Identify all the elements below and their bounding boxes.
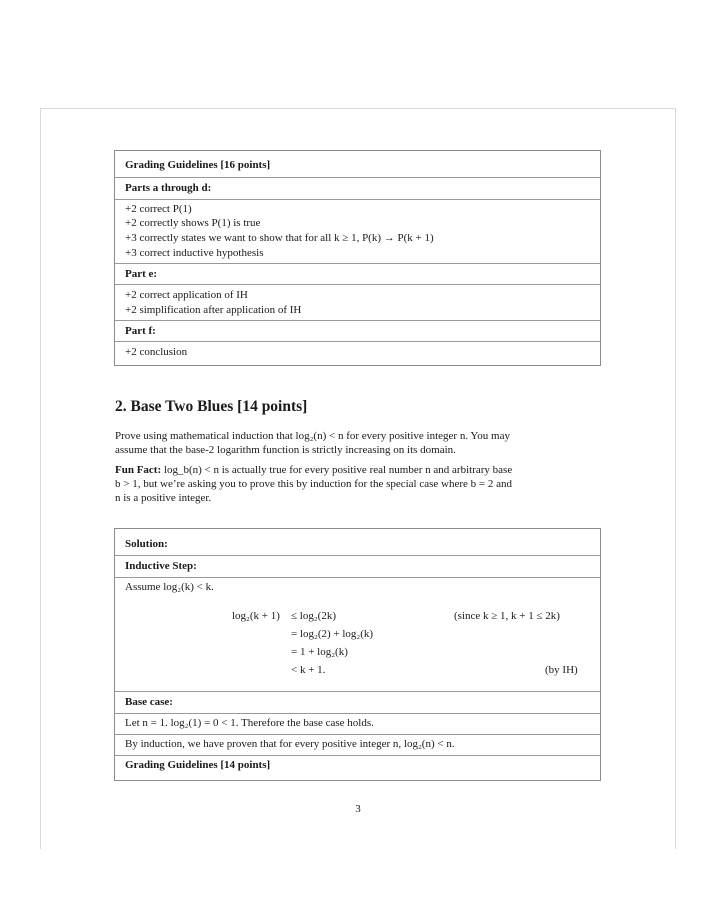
divider xyxy=(115,320,600,321)
equation-note: (since k ≥ 1, k + 1 ≤ 2k) xyxy=(454,610,560,622)
divider xyxy=(115,691,600,692)
grading-title: Grading Guidelines [16 points] xyxy=(125,159,271,171)
part-e-label: Part e: xyxy=(125,268,158,280)
equation-rhs: = log₂(2) + log₂(k) xyxy=(291,628,374,640)
section-title: 2. Base Two Blues [14 points] xyxy=(115,398,308,415)
equation-rhs: ≤ log₂(2k) xyxy=(291,610,337,622)
document-page xyxy=(40,108,676,849)
base-case-text: Let n = 1. log₂(1) = 0 < 1. Therefore the base case holds. xyxy=(125,717,374,729)
criterion-item: +2 correct P(1) xyxy=(125,203,192,215)
criterion-item: +2 correct application of IH xyxy=(125,289,248,301)
divider xyxy=(115,734,600,735)
equation-rhs: = 1 + log₂(k) xyxy=(291,646,348,658)
grading-title: Grading Guidelines [14 points] xyxy=(125,759,271,771)
assumption: Assume log₂(k) < k. xyxy=(125,581,214,593)
problem-statement xyxy=(115,429,602,457)
conclusion-text: By induction, we have proven that for every positive integer n, log₂(n) < n. xyxy=(125,738,455,750)
criterion-item: +2 conclusion xyxy=(125,346,188,358)
base-case-label: Base case: xyxy=(125,696,173,708)
fun-fact-text: log_b(n) < n is actually true for every positive real number n and arbitrary base xyxy=(163,464,513,476)
grading-guidelines-box xyxy=(114,150,601,366)
fun-fact-line: b > 1, but we’re asking you to prove this by induction for the special case where b = 2 and xyxy=(115,478,512,490)
divider xyxy=(115,755,600,756)
criterion-item: +2 simplification after application of IH xyxy=(125,304,302,316)
parts-ad-label: Parts a through d: xyxy=(125,182,212,194)
divider xyxy=(115,263,600,264)
fun-fact-label: Fun Fact: xyxy=(115,464,162,476)
divider xyxy=(115,341,600,342)
divider xyxy=(115,177,600,178)
equation-rhs: < k + 1. xyxy=(291,664,326,676)
criterion-item: +3 correctly states we want to show that for all k ≥ 1, P(k) → P(k + 1) xyxy=(125,232,434,244)
divider xyxy=(115,284,600,285)
fun-fact xyxy=(115,463,602,505)
solution-label: Solution: xyxy=(125,538,168,550)
prompt-line: Prove using mathematical induction that log₂(n) < n for every positive integer n. You may xyxy=(115,430,510,442)
fun-fact-line: n is a positive integer. xyxy=(115,492,212,504)
equation-note: (by IH) xyxy=(545,664,578,676)
prompt-line: assume that the base-2 logarithm function is strictly increasing on its domain. xyxy=(115,444,456,456)
page-number: 3 xyxy=(355,803,361,815)
criterion-item: +3 correct inductive hypothesis xyxy=(125,247,264,259)
divider xyxy=(115,577,600,578)
part-f-label: Part f: xyxy=(125,325,156,337)
solution-box xyxy=(114,528,601,781)
criterion-item: +2 correctly shows P(1) is true xyxy=(125,217,261,229)
fun-fact-line xyxy=(115,463,602,477)
inductive-step-label: Inductive Step: xyxy=(125,560,197,572)
divider xyxy=(115,713,600,714)
divider xyxy=(115,199,600,200)
divider xyxy=(115,555,600,556)
equation-lhs: log₂(k + 1) xyxy=(232,610,280,622)
